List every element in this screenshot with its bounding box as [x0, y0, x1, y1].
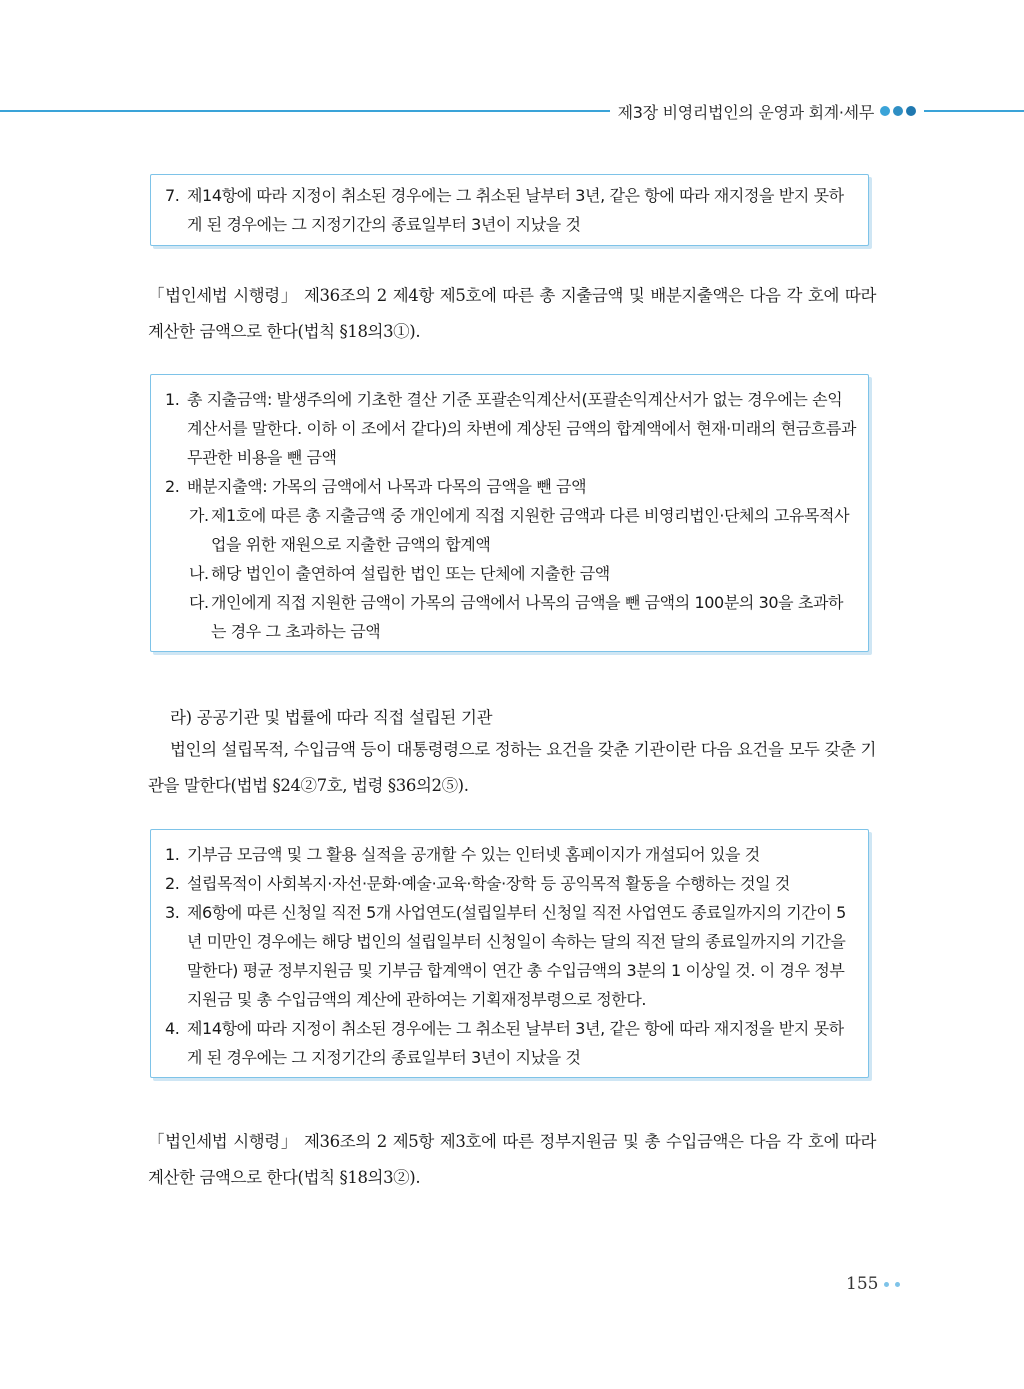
- item-text: 개인에게 직접 지원한 금액이 가목의 금액에서 나목의 금액을 뺀 금액의 100분의 30을 초과하는 경우 그 초과하는 금액: [211, 593, 844, 641]
- body-paragraph-3: 「법인세법 시행령」 제36조의 2 제5항 제3호에 따른 정부지원금 및 총 수입금액은 다음 각 호에 따라 계산한 금액으로 한다(법칙 §18의3②).: [148, 1132, 876, 1187]
- item-number: 가.: [189, 506, 209, 525]
- item-text: 배분지출액: 가목의 금액에서 나목과 다목의 금액을 뺀 금액: [187, 477, 587, 496]
- item-text: 해당 법인이 출연하여 설립한 법인 또는 단체에 지출한 금액: [211, 564, 610, 583]
- item-number: 2.: [165, 477, 180, 496]
- chapter-title: 제3장 비영리법인의 운영과 회계·세무: [617, 102, 874, 122]
- dot-icon: [893, 106, 903, 116]
- item-text: 제6항에 따른 신청일 직전 5개 사업연도(설립일부터 신청일 직전 사업연도 종료일까지의 기간이 5년 미만인 경우에는 해당 법인의 설립일부터 신청일이 속하는 달의 직전 달의 종료일까지의 기간을 말한다) 평균 정부지원금 및 기부금 합계액이 연간 총 수입금액의 3분의 1 이상일 것. 이 경우 정부지원금 및 총 수입금액의 계산에 관하여는 기획재정부령으로 정한다.: [187, 903, 846, 1009]
- list-item: [165, 869, 856, 898]
- item-number: 7.: [165, 186, 180, 205]
- body-paragraph-1: 「법인세법 시행령」 제36조의 2 제4항 제5호에 따른 총 지출금액 및 배분지출액은 다음 각 호에 따라 계산한 금액으로 한다(법칙 §18의3①).: [148, 286, 876, 341]
- list-item: [165, 898, 856, 1014]
- list-item: [165, 1014, 856, 1072]
- header-dots-icon: [880, 106, 916, 116]
- legal-excerpt-box-3: [150, 829, 869, 1078]
- item-number: 3.: [165, 903, 180, 922]
- item-number: 2.: [165, 874, 180, 893]
- list-item: [165, 385, 856, 472]
- page-footer: [846, 1274, 900, 1294]
- item-text: 설립목적이 사회복지·자선·문화·예술·교육·학술·장학 등 공익목적 활동을 수행하는 것일 것: [187, 874, 790, 893]
- dot-icon: [884, 1282, 889, 1287]
- legal-excerpt-box-1: [150, 174, 869, 246]
- item-number: 1.: [165, 845, 180, 864]
- item-text: 총 지출금액: 발생주의에 기초한 결산 기준 포괄손익계산서(포괄손익계산서가 없는 경우에는 손익계산서를 말한다. 이하 이 조에서 같다)의 차변에 계상된 금액의 합계액에서 현재·미래의 현금흐름과 무관한 비용을 뺀 금액: [187, 390, 857, 467]
- item-text: 제1호에 따른 총 지출금액 중 개인에게 직접 지원한 금액과 다른 비영리법인·단체의 고유목적사업을 위한 재원으로 지출한 금액의 합계액: [211, 506, 850, 554]
- list-item: [165, 181, 856, 239]
- page-number: 155: [846, 1274, 879, 1294]
- sub-list-item: [165, 588, 856, 646]
- sub-list-item: [165, 559, 856, 588]
- item-number: 4.: [165, 1019, 180, 1038]
- list-item: [165, 472, 856, 501]
- item-number: 다.: [189, 593, 209, 612]
- item-text: 제14항에 따라 지정이 취소된 경우에는 그 취소된 날부터 3년, 같은 항에 따라 재지정을 받지 못하게 된 경우에는 그 지정기간의 종료일부터 3년이 지났을 것: [187, 1019, 844, 1067]
- dot-icon: [880, 106, 890, 116]
- dot-icon: [895, 1282, 900, 1287]
- item-text: 제14항에 따라 지정이 취소된 경우에는 그 취소된 날부터 3년, 같은 항에 따라 재지정을 받지 못하게 된 경우에는 그 지정기간의 종료일부터 3년이 지났을 것: [187, 186, 844, 234]
- item-number: 나.: [189, 564, 209, 583]
- list-item: [165, 840, 856, 869]
- item-number: 1.: [165, 390, 180, 409]
- legal-excerpt-box-2: [150, 374, 869, 652]
- item-text: 기부금 모금액 및 그 활용 실적을 공개할 수 있는 인터넷 홈페이지가 개설되어 있을 것: [187, 845, 760, 864]
- dot-icon: [906, 106, 916, 116]
- sub-list-item: [165, 501, 856, 559]
- body-paragraph-2: 법인의 설립목적, 수입금액 등이 대통령령으로 정하는 요건을 갖춘 기관이란 다음 요건을 모두 갖춘 기관을 말한다(법법 §24②7호, 법령 §36의2⑤).: [148, 740, 876, 795]
- section-heading: 라) 공공기관 및 법률에 따라 직접 설립된 기관: [170, 708, 493, 727]
- running-header: [610, 96, 924, 126]
